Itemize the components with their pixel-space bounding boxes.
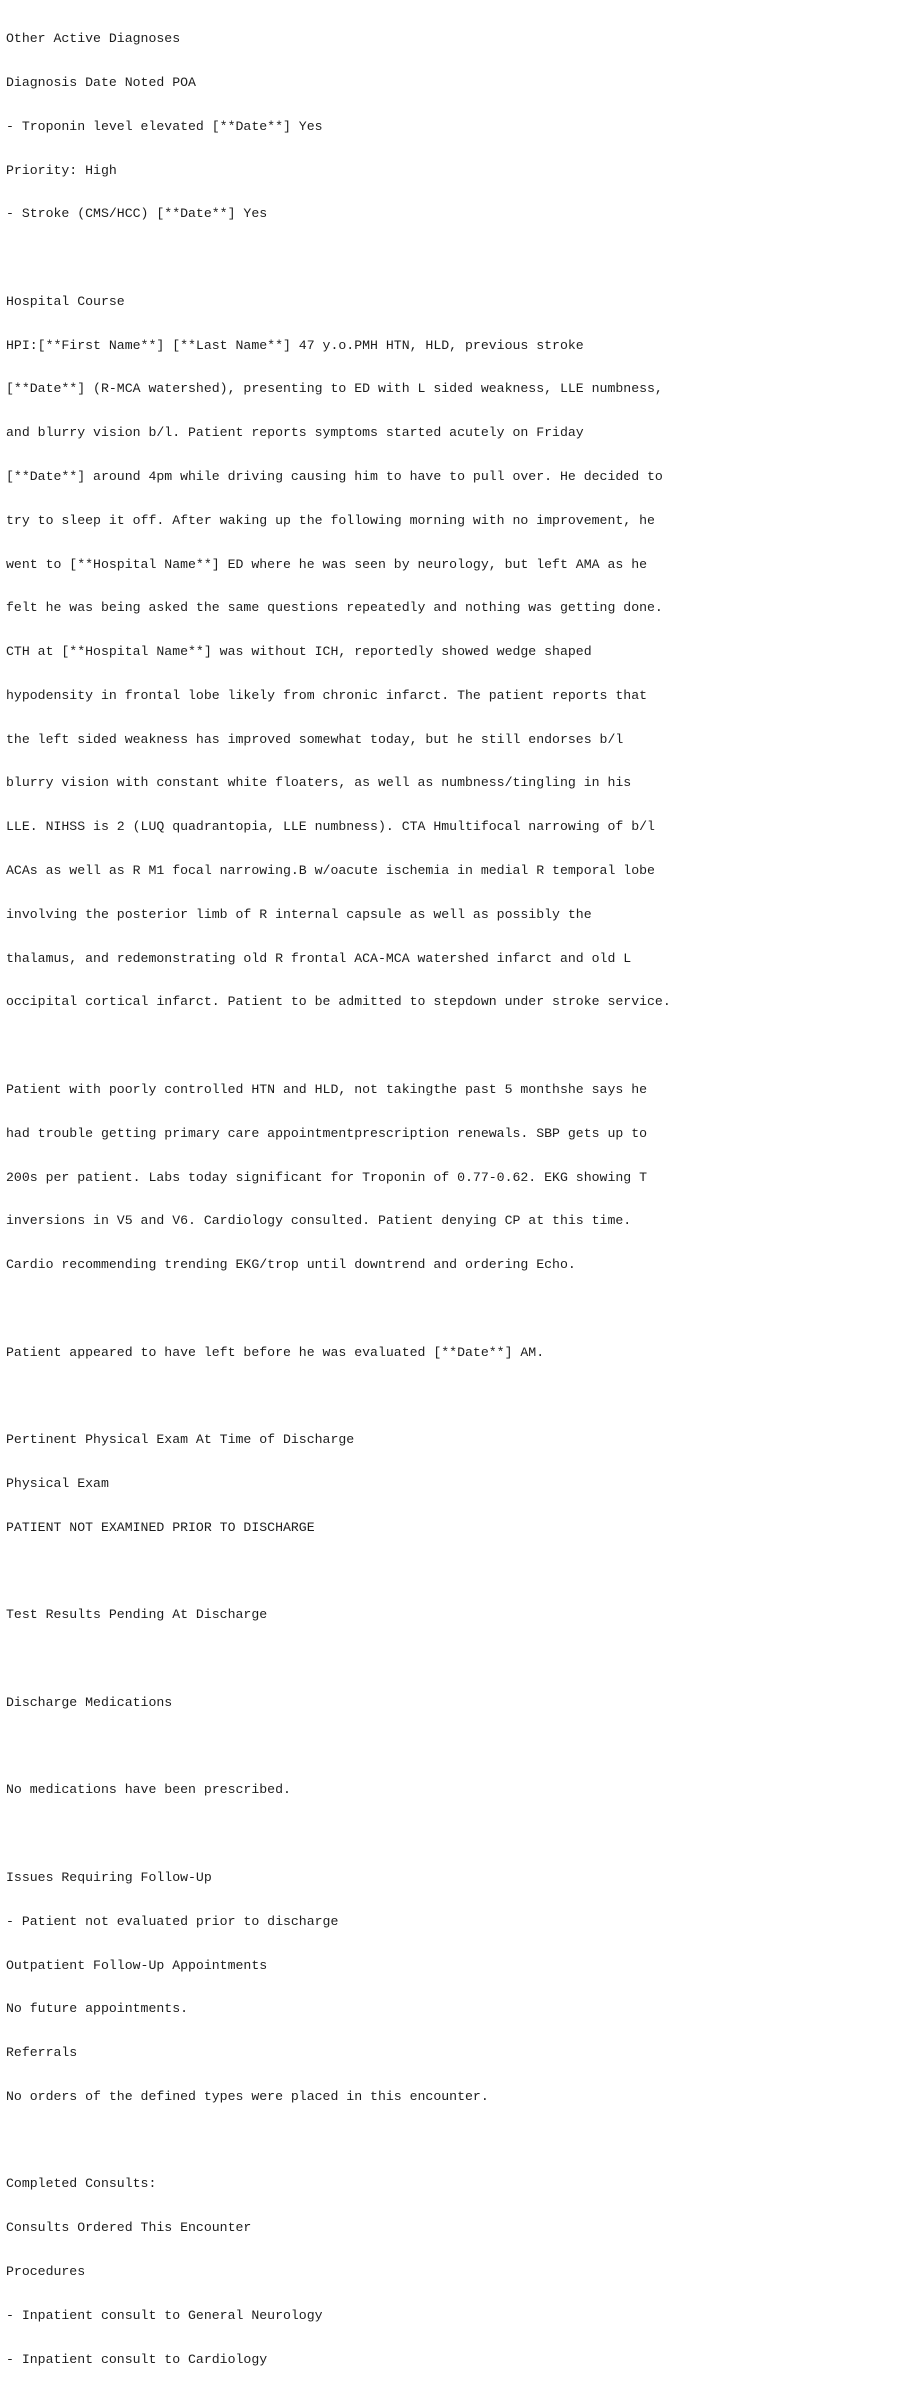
document-line: Completed Consults: <box>6 2176 157 2192</box>
document-line: hypodensity in frontal lobe likely from chronic infarct. The patient reports that <box>6 687 648 703</box>
document-line: No future appointments. <box>6 2001 189 2017</box>
document-line: HPI:[**First Name**] [**Last Name**] 47 y.o.PMH HTN, HLD, previous stroke <box>6 337 584 353</box>
document-line: involving the posterior limb of R internal capsule as well as possibly the <box>6 906 592 922</box>
document-line: Patient appeared to have left before he was evaluated [**Date**] AM. <box>6 1344 545 1360</box>
document-line: thalamus, and redemonstrating old R frontal ACA-MCA watershed infarct and old L <box>6 950 632 966</box>
document-line <box>6 1565 913 1580</box>
document-line: Physical Exam <box>6 1475 109 1491</box>
document-line: 200s per patient. Labs today significant for Troponin of 0.77-0.62. EKG showing T <box>6 1169 648 1185</box>
document-line: Issues Requiring Follow-Up <box>6 1870 212 1885</box>
document-line: - Troponin level elevated [**Date**] Yes <box>6 118 323 134</box>
document-line: Diagnosis Date Noted POA <box>6 74 196 90</box>
document-line: Patient with poorly controlled HTN and HLD, not takingthe past 5 monthshe says he <box>6 1081 648 1097</box>
document-line: Referrals <box>6 2045 78 2061</box>
document-line: went to [**Hospital Name**] ED where he was seen by neurology, but left AMA as he <box>6 556 648 572</box>
document-line: Procedures <box>6 2264 86 2280</box>
document-line <box>6 2134 913 2149</box>
document-line: occipital cortical infarct. Patient to be admitted to stepdown under stroke service. <box>6 994 671 1010</box>
document-line: No orders of the defined types were placed in this encounter. <box>6 2088 489 2104</box>
document-line: Discharge Medications <box>6 1694 173 1710</box>
document-line: [**Date**] around 4pm while driving causing him to have to pull over. He decided to <box>6 469 663 484</box>
document-line: inversions in V5 and V6. Cardiology consulted. Patient denying CP at this time. <box>6 1213 632 1229</box>
document-line: Consults Ordered This Encounter <box>6 2220 252 2236</box>
document-line: had trouble getting primary care appointmentprescription renewals. SBP gets up to <box>6 1125 648 1141</box>
document-line: blurry vision with constant white floaters, as well as numbness/tingling in his <box>6 775 632 791</box>
document-line: Test Results Pending At Discharge <box>6 1607 268 1623</box>
document-line: PATIENT NOT EXAMINED PRIOR TO DISCHARGE <box>6 1519 315 1535</box>
document-line: Other Active Diagnoses <box>6 31 181 47</box>
document-line: Pertinent Physical Exam At Time of Discharge <box>6 1432 355 1448</box>
document-line <box>6 1039 913 1054</box>
document-line: CTH at [**Hospital Name**] was without ICH, reportedly showed wedge shaped <box>6 644 592 660</box>
document-line <box>6 1389 913 1404</box>
document-line: Hospital Course <box>6 293 125 309</box>
document-line <box>6 1827 913 1842</box>
document-line: Cardio recommending trending EKG/trop until downtrend and ordering Echo. <box>6 1257 576 1273</box>
document-line: Outpatient Follow-Up Appointments <box>6 1957 268 1973</box>
document-line: - Inpatient consult to General Neurology <box>6 2307 323 2323</box>
document-line: LLE. NIHSS is 2 (LUQ quadrantopia, LLE numbness). CTA Hmultifocal narrowing of b/l <box>6 819 655 835</box>
document-line: and blurry vision b/l. Patient reports symptoms started acutely on Friday <box>6 425 584 441</box>
document-line <box>6 1652 913 1667</box>
document-line: - Inpatient consult to Cardiology <box>6 2351 268 2367</box>
document-line <box>6 1740 913 1755</box>
document-line: felt he was being asked the same questions repeatedly and nothing was getting done. <box>6 600 663 616</box>
document-line: the left sided weakness has improved somewhat today, but he still endorses b/l <box>6 731 624 747</box>
document-line: [**Date**] (R-MCA watershed), presenting to ED with L sided weakness, LLE numbness, <box>6 381 663 397</box>
document-line: - Patient not evaluated prior to discharge <box>6 1913 339 1929</box>
document-line: No medications have been prescribed. <box>6 1782 291 1798</box>
document-line <box>6 1302 913 1317</box>
document-line <box>6 251 913 266</box>
document-line: Priority: High <box>6 162 117 178</box>
document-line: ACAs as well as R M1 focal narrowing.B w/oacute ischemia in medial R temporal lobe <box>6 863 655 879</box>
document-line: - Stroke (CMS/HCC) [**Date**] Yes <box>6 206 268 222</box>
document-line: try to sleep it off. After waking up the following morning with no improvement, he <box>6 512 655 528</box>
